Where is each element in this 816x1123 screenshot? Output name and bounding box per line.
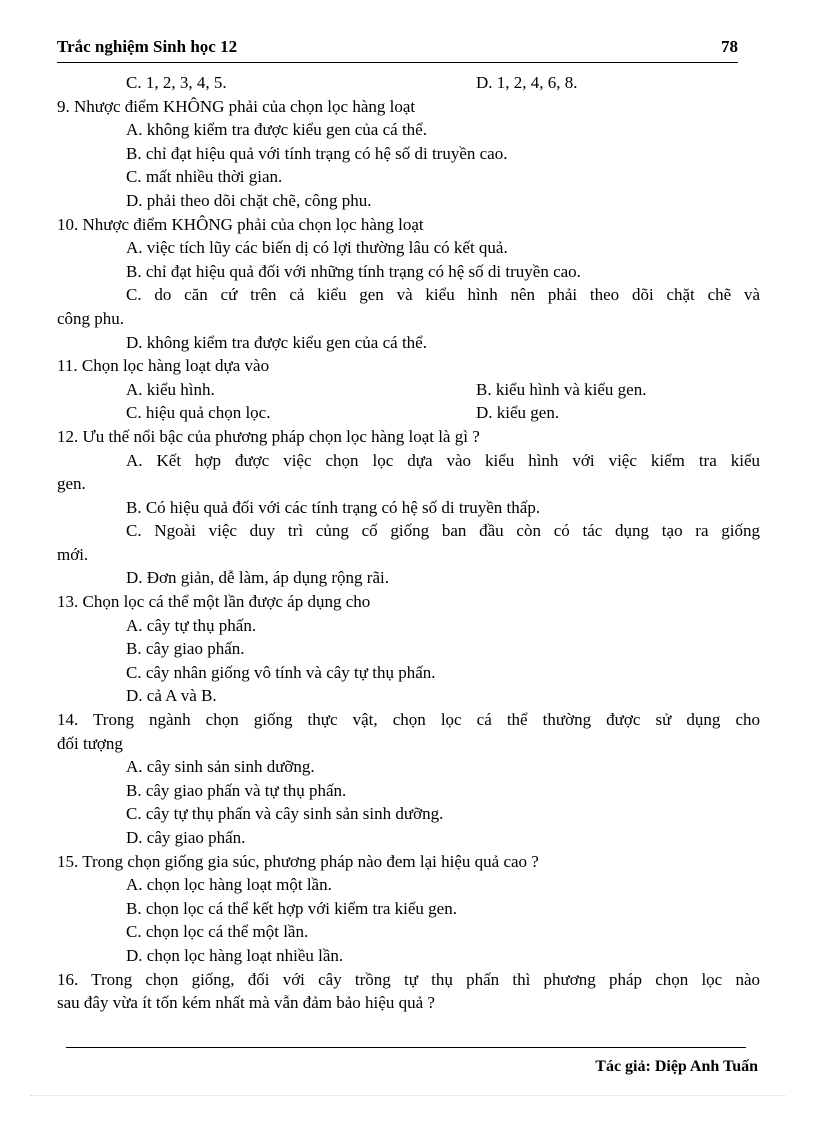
page-content [57, 71, 760, 1015]
q9-option-c: C. mất nhiều thời gian. [126, 167, 283, 187]
question-15: 15. Trong chọn giống gia súc, phương pháp nào đem lại hiệu quả cao ? [57, 851, 539, 871]
q11-row-cd [57, 401, 760, 425]
q13-option-c: C. cây nhân giống vô tính và cây tự thụ phấn. [126, 662, 436, 682]
footer-divider [66, 1047, 746, 1048]
author-credit: Tác giả: Diệp Anh Tuấn [595, 1058, 758, 1075]
q14-option-a: A. cây sinh sản sinh dưỡng. [126, 757, 315, 777]
q12-option-a-cont: gen. [57, 474, 86, 494]
question-16: 16. Trong chọn giống, đối với cây trồng tự thụ phấn thì phương pháp chọn lọc nào [57, 969, 760, 989]
q14-option-d: D. cây giao phấn. [126, 828, 246, 847]
question-13: 13. Chọn lọc cá thể một lần được áp dụng cho [57, 592, 371, 612]
page-header [57, 36, 738, 63]
question-11: 11. Chọn lọc hàng loạt dựa vào [57, 356, 270, 376]
q10-option-c: C. do căn cứ trên cả kiểu gen và kiểu hình nên phải theo dõi chặt chẽ và [126, 285, 760, 305]
q9-option-a: A. không kiểm tra được kiểu gen của cá thể. [126, 120, 427, 140]
q15-option-b: B. chọn lọc cá thể kết hợp với kiểm tra kiểu gen. [126, 898, 457, 918]
q13-option-d: D. cả A và B. [126, 686, 217, 706]
q11-option-c: C. hiệu quả chọn lọc. [126, 403, 271, 423]
q10-option-c-cont: công phu. [57, 308, 125, 328]
question-14: 14. Trong ngành chọn giống thực vật, chọn lọc cá thể thường được sử dụng cho [57, 710, 760, 730]
q12-option-c: C. Ngoài việc duy trì củng cố giống ban đầu còn có tác dụng tạo ra giống [126, 521, 760, 541]
q11-option-b: B. kiểu hình và kiểu gen. [476, 379, 647, 399]
q12-option-a: A. Kết hợp được việc chọn lọc dựa vào kiểu hình với việc kiểm tra kiểu [126, 450, 760, 470]
q12-option-c-cont: mới. [57, 544, 89, 564]
q15-option-c: C. chọn lọc cá thể một lần. [126, 922, 309, 942]
q10-option-a: A. việc tích lũy các biến dị có lợi thường lâu có kết quả. [126, 238, 508, 258]
option-c: C. 1, 2, 3, 4, 5. [126, 73, 227, 92]
page-bottom-dotted-line [30, 1095, 786, 1096]
q11-row-ab [57, 378, 760, 402]
q9-option-b: B. chỉ đạt hiệu quả với tính trạng có hệ số di truyền cao. [126, 143, 508, 163]
q9-option-d: D. phải theo dõi chặt chẽ, công phu. [126, 190, 372, 210]
q13-option-b: B. cây giao phấn. [126, 639, 245, 659]
question-9: 9. Nhược điểm KHÔNG phải của chọn lọc hàng loạt [57, 96, 416, 116]
q15-option-a: A. chọn lọc hàng loạt một lần. [126, 875, 332, 895]
q14-option-c: C. cây tự thụ phấn và cây sinh sản sinh dưỡng. [126, 804, 444, 824]
question-12: 12. Ưu thế nổi bậc của phương pháp chọn lọc hàng loạt là gì ? [57, 426, 480, 446]
question-10: 10. Nhược điểm KHÔNG phải của chọn lọc hàng loạt [57, 214, 424, 234]
q10-option-d: D. không kiểm tra được kiểu gen của cá thể. [126, 332, 427, 352]
option-d: D. 1, 2, 4, 6, 8. [476, 73, 578, 92]
prev-options-row [57, 71, 760, 95]
page-number: 78 [721, 37, 738, 56]
q12-option-d: D. Đơn giản, dễ làm, áp dụng rộng rãi. [126, 568, 389, 588]
q11-option-a: A. kiểu hình. [126, 379, 215, 399]
q15-option-d: D. chọn lọc hàng loạt nhiều lần. [126, 945, 344, 965]
header-title: Trắc nghiệm Sinh học 12 [57, 37, 238, 56]
q11-option-d: D. kiểu gen. [476, 403, 560, 423]
q12-option-b: B. Có hiệu quả đối với các tính trạng có hệ số di truyền thấp. [126, 497, 541, 517]
question-14-cont: đối tượng [57, 733, 123, 753]
question-16-cont: sau đây vừa ít tốn kém nhất mà vẫn đảm bảo hiệu quả ? [57, 993, 435, 1013]
q10-option-b: B. chỉ đạt hiệu quả đối với những tính trạng có hệ số di truyền cao. [126, 261, 581, 281]
q13-option-a: A. cây tự thụ phấn. [126, 615, 257, 635]
q14-option-b: B. cây giao phấn và tự thụ phấn. [126, 780, 347, 800]
